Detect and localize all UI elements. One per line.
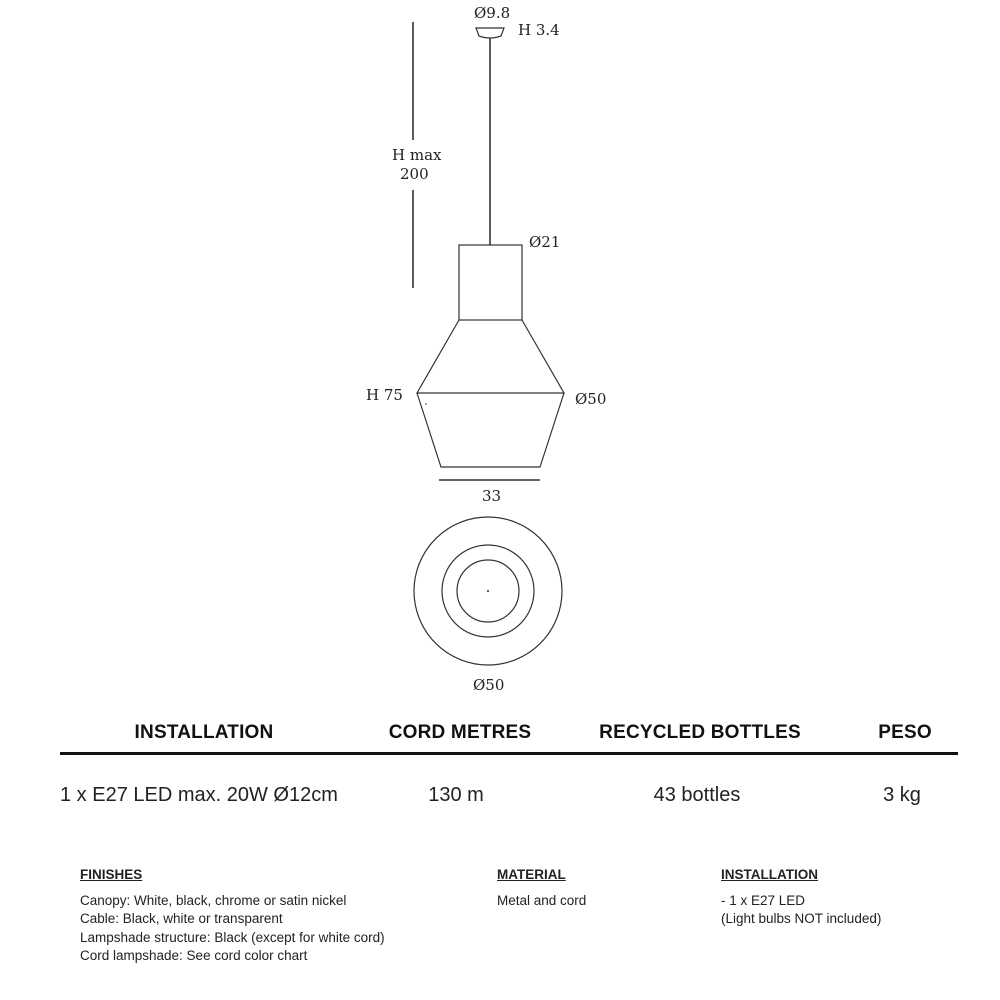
- lamp-upper-cone: [417, 320, 564, 393]
- cell-recycled-bottles: 43 bottles: [653, 784, 741, 806]
- installation-section: [721, 866, 881, 929]
- bottom-width-label: 33: [482, 487, 502, 505]
- cell-cord-metres: 130 m: [428, 784, 484, 806]
- installation-line: - 1 x E27 LED: [721, 892, 806, 908]
- header-recycled-bottles: RECYCLED BOTTLES: [599, 722, 801, 743]
- plan-center-dot: [487, 590, 489, 592]
- installation-line: (Light bulbs NOT included): [721, 911, 882, 926]
- finishes-line: Cable: Black, white or transparent: [80, 911, 283, 926]
- hmax-value: 200: [400, 165, 429, 183]
- canopy-shape: [476, 28, 504, 38]
- material-line: Metal and cord: [497, 892, 587, 908]
- top-diameter-label: Ø21: [529, 233, 561, 251]
- material-title: MATERIAL: [497, 867, 566, 882]
- lamp-lower-cone: [417, 393, 564, 467]
- canopy-height-label: H 3.4: [518, 21, 560, 39]
- finishes-line: Cord lampshade: See cord color chart: [80, 948, 308, 963]
- header-peso: PESO: [878, 722, 932, 743]
- plan-diameter-label: Ø50: [473, 676, 505, 694]
- cell-installation: 1 x E27 LED max. 20W Ø12cm: [60, 784, 338, 806]
- finishes-line: Lampshade structure: Black (except for white cord): [80, 929, 385, 945]
- material-section: [497, 866, 586, 910]
- header-cord-metres: CORD METRES: [388, 722, 532, 743]
- height-label: H 75: [366, 386, 403, 404]
- table-header-rule: [60, 752, 958, 755]
- hmax-label: H max: [392, 146, 442, 164]
- side-diameter-label: Ø50: [575, 390, 607, 408]
- canopy-diameter-label: Ø9.8: [474, 4, 511, 22]
- cell-peso: 3 kg: [883, 784, 921, 806]
- small-mark: [425, 403, 427, 405]
- lamp-top-cylinder: [459, 245, 522, 320]
- header-installation: INSTALLATION: [134, 722, 274, 743]
- finishes-title: FINISHES: [80, 867, 143, 882]
- installation-title: INSTALLATION: [721, 867, 818, 882]
- finishes-section: [80, 866, 385, 966]
- finishes-line: Canopy: White, black, chrome or satin nickel: [80, 892, 347, 908]
